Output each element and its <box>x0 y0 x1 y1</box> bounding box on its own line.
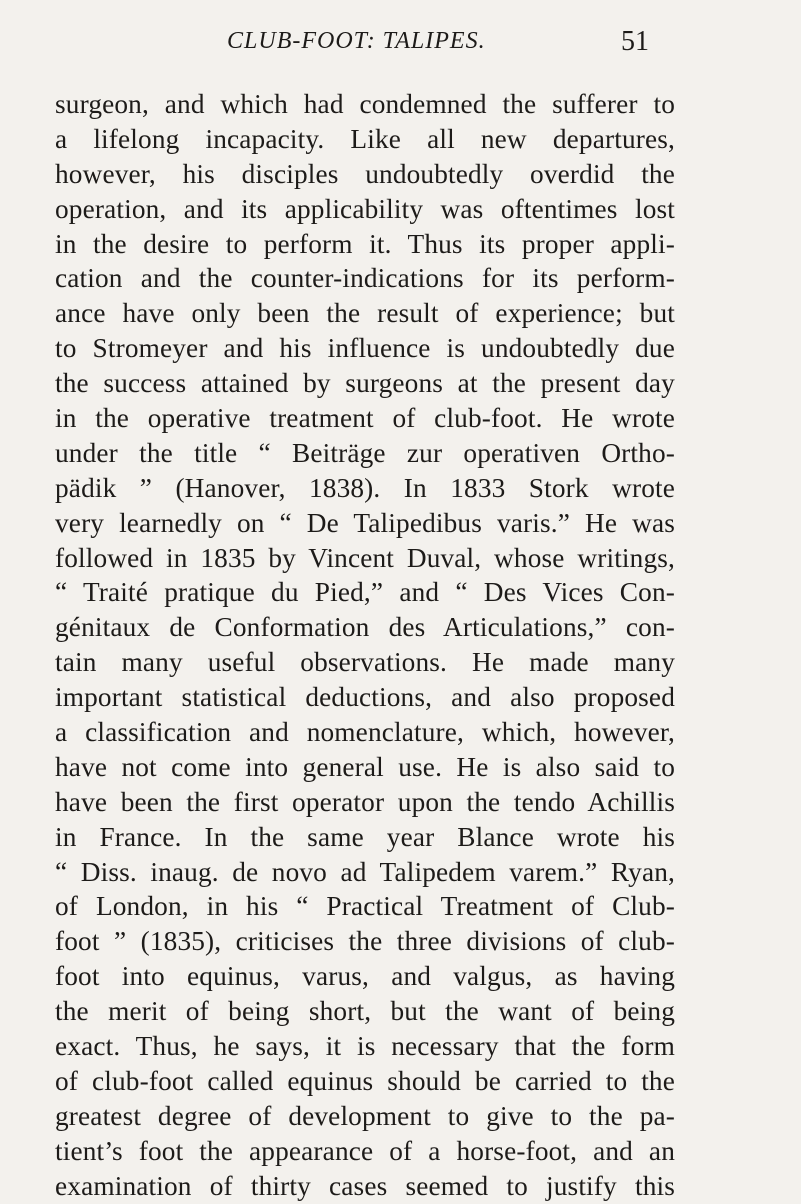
text-line: followed in 1835 by Vincent Duval, whose writings, <box>55 542 675 573</box>
text-line: of club-foot called equinus should be carried to the <box>55 1065 675 1096</box>
page-number: 51 <box>621 26 649 57</box>
text-line: a classification and nomenclature, which, however, <box>55 717 675 748</box>
text-line: génitaux de Conformation des Articulations,” con- <box>55 612 675 643</box>
text-line: operation, and its applicability was oftentimes lost <box>55 193 675 224</box>
text-line: have been the first operator upon the tendo Achillis <box>55 786 675 817</box>
text-line: have not come into general use. He is also said to <box>55 751 675 782</box>
text-line: greatest degree of development to give to the pa- <box>55 1100 675 1131</box>
text-line: of London, in his “ Practical Treatment of Club- <box>55 891 675 922</box>
text-line: under the title “ Beiträge zur operativen Ortho- <box>55 437 675 468</box>
text-line: “ Traité pratique du Pied,” and “ Des Vices Con- <box>55 577 675 608</box>
text-line: in the desire to perform it. Thus its proper appli- <box>55 228 675 259</box>
text-line: cation and the counter-indications for its perform- <box>55 263 675 294</box>
text-line: in France. In the same year Blance wrote his <box>55 821 675 852</box>
text-line: in the operative treatment of club-foot. He wrote <box>55 403 675 434</box>
text-line: a lifelong incapacity. Like all new departures, <box>55 123 675 154</box>
running-head: CLUB-FOOT: TALIPES. <box>227 28 486 54</box>
text-line: foot ” (1835), criticises the three divisions of club- <box>55 926 675 957</box>
text-line: very learnedly on “ De Talipedibus varis.” He was <box>55 507 675 538</box>
text-line: the success attained by surgeons at the present day <box>55 368 675 399</box>
text-line: foot into equinus, varus, and valgus, as having <box>55 961 675 992</box>
text-line: the merit of being short, but the want of being <box>55 996 675 1027</box>
text-line: “ Diss. inaug. de novo ad Talipedem varem.” Ryan, <box>55 856 675 887</box>
text-line: surgeon, and which had condemned the sufferer to <box>55 89 675 119</box>
text-line: tain many useful observations. He made many <box>55 647 675 678</box>
body-text <box>55 87 675 1204</box>
text-line: ance have only been the result of experience; but <box>55 298 675 329</box>
text-line: pädik ” (Hanover, 1838). In 1833 Stork wrote <box>55 472 675 503</box>
text-line: important statistical deductions, and also proposed <box>55 682 675 713</box>
text-line: tient’s foot the appearance of a horse-foot, and an <box>55 1135 675 1166</box>
text-line: examination of thirty cases seemed to justify this <box>55 1170 675 1201</box>
text-line: to Stromeyer and his influence is undoubtedly due <box>55 333 675 364</box>
text-line: exact. Thus, he says, it is necessary that the form <box>55 1031 675 1062</box>
text-line: however, his disciples undoubtedly overdid the <box>55 158 675 189</box>
